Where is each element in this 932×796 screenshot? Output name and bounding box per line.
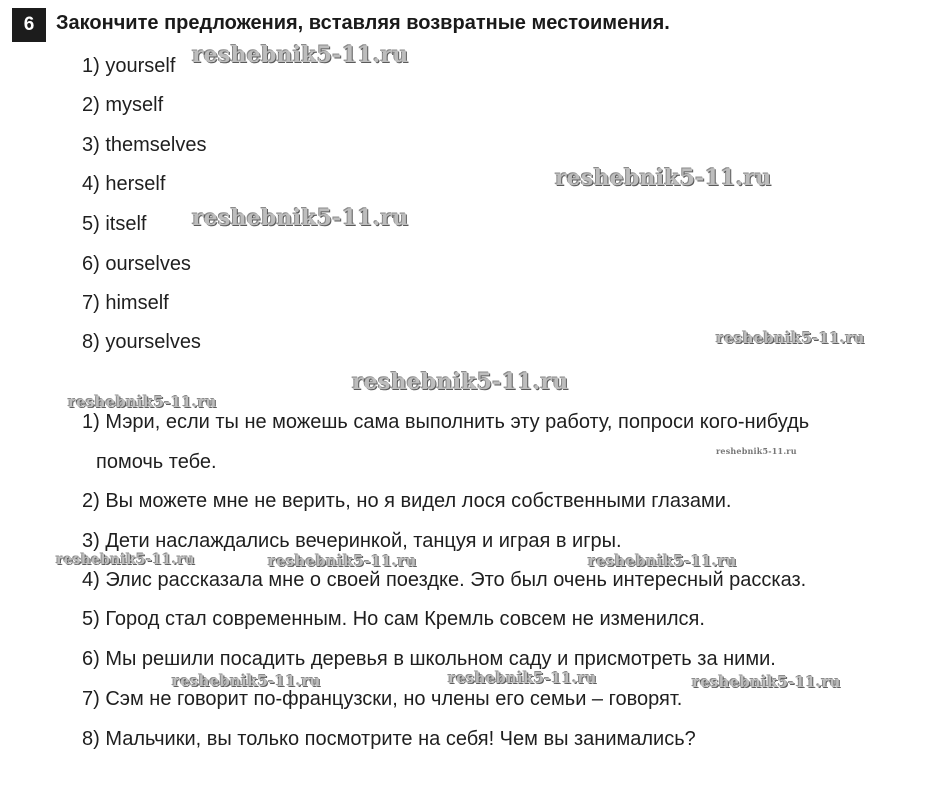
- exercise-number-badge: 6: [12, 8, 46, 42]
- translation-3: 3) Дети наслаждались вечеринкой, танцуя и играя в игры.: [82, 530, 622, 552]
- watermark: reshebnik5-11.ru: [716, 329, 865, 347]
- translation-6: 6) Мы решили посадить деревья в школьном саду и присмотреть за ними.: [82, 648, 776, 670]
- watermark: reshebnik5-11.ru: [448, 669, 597, 687]
- answer-1: 1) yourself: [82, 55, 176, 77]
- watermark: reshebnik5-11.ru: [192, 205, 409, 231]
- translation-8: 8) Мальчики, вы только посмотрите на себя! Чем вы занимались?: [82, 728, 696, 750]
- translation-5: 5) Город стал современным. Но сам Кремль совсем не изменился.: [82, 608, 705, 630]
- answer-2: 2) myself: [82, 94, 164, 116]
- answer-4: 4) herself: [82, 173, 166, 195]
- watermark: reshebnik5-11.ru: [56, 552, 195, 568]
- watermark: reshebnik5-11.ru: [588, 552, 737, 570]
- translation-4: 4) Элис рассказала мне о своей поездке. Это был очень интересный рассказ.: [82, 569, 807, 591]
- watermark: reshebnik5-11.ru: [268, 552, 417, 570]
- answer-5: 5) itself: [82, 213, 147, 235]
- exercise-title: Закончите предложения, вставляя возвратные местоимения.: [56, 12, 670, 34]
- answer-7: 7) himself: [82, 292, 169, 314]
- answer-6: 6) ourselves: [82, 253, 191, 275]
- translation-2: 2) Вы можете мне не верить, но я видел лося собственными глазами.: [82, 490, 732, 512]
- watermark: reshebnik5-11.ru: [692, 673, 841, 691]
- watermark: reshebnik5-11.ru: [68, 393, 217, 411]
- answer-8: 8) yourselves: [82, 331, 201, 353]
- watermark: reshebnik5-11.ru: [352, 369, 569, 395]
- translation-1: 1) Мэри, если ты не можешь сама выполнить эту работу, попроси кого-нибудь: [82, 411, 810, 433]
- watermark: reshebnik5-11.ru: [716, 446, 797, 456]
- watermark: reshebnik5-11.ru: [172, 672, 321, 690]
- answer-3: 3) themselves: [82, 134, 207, 156]
- watermark: reshebnik5-11.ru: [192, 42, 409, 68]
- translation-1-continued: помочь тебе.: [96, 451, 217, 473]
- translation-7: 7) Сэм не говорит по-французски, но члены его семьи – говорят.: [82, 688, 683, 710]
- watermark: reshebnik5-11.ru: [555, 165, 772, 191]
